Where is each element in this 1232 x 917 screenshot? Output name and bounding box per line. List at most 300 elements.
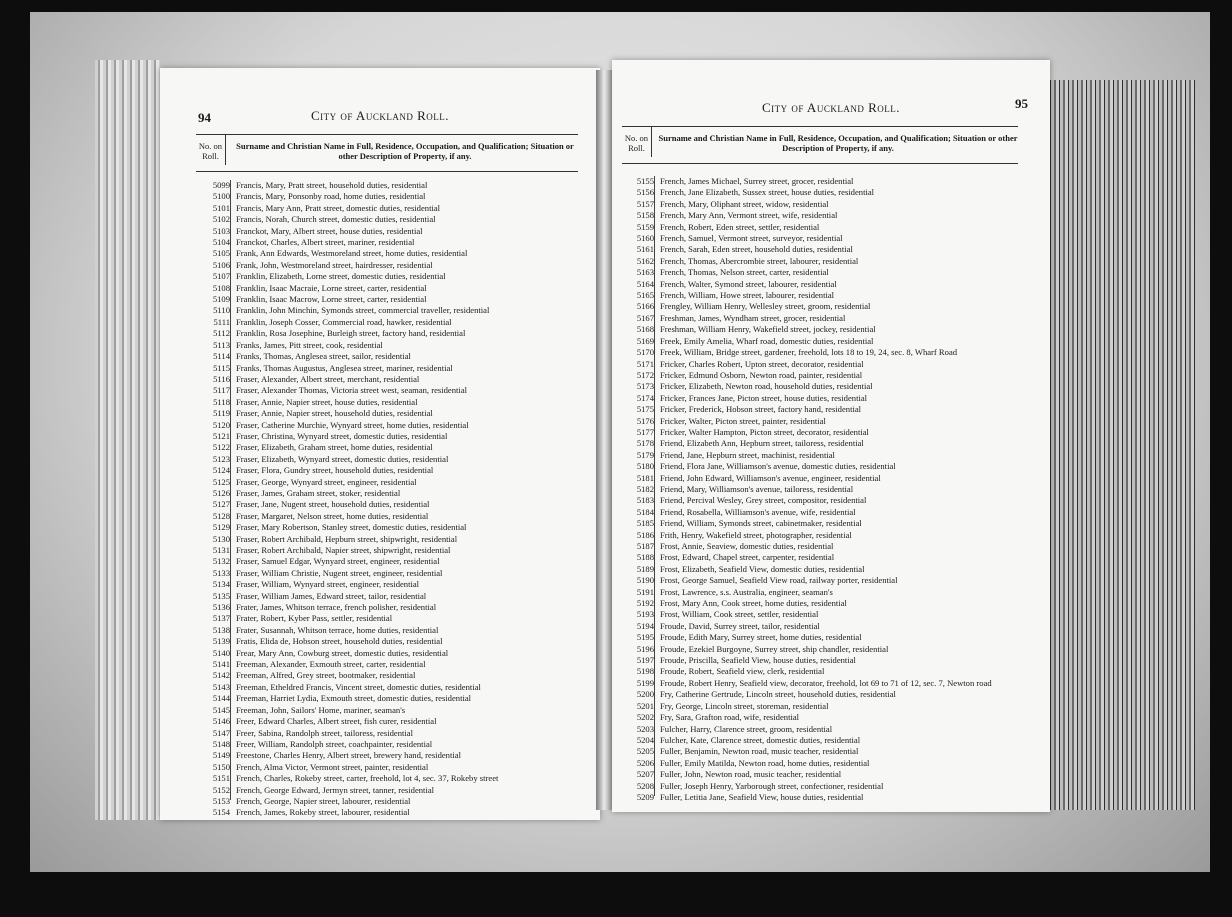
- roll-entry-number: 5201: [636, 700, 654, 711]
- roll-entry: [622, 507, 1036, 518]
- roll-entry-number: 5104: [212, 237, 230, 248]
- roll-entry-text: Fraser, Annie, Napier street, household duties, residential: [236, 408, 433, 419]
- roll-entry: [198, 705, 588, 716]
- roll-entry: [198, 670, 588, 681]
- roll-entry-text: Friend, William, Symonds street, cabinetmaker, residential: [660, 518, 862, 529]
- roll-entry-text: French, James Michael, Surrey street, grocer, residential: [660, 176, 854, 186]
- roll-entry-text: Friend, Mary, Williamson's avenue, tailoress, residential: [660, 483, 854, 494]
- roll-entry-number: 5136: [212, 602, 230, 613]
- roll-entry-number: 5155: [636, 176, 654, 186]
- roll-entry-text: Fricker, Frances Jane, Picton street, house duties, residential: [660, 392, 868, 403]
- roll-entry-text: Fraser, Margaret, Nelson street, home duties, residential: [236, 510, 429, 521]
- right-page-edges: [1045, 80, 1195, 810]
- roll-entry-number: 5159: [636, 221, 654, 232]
- roll-entry-text: Fraser, Christina, Wynyard street, domestic duties, residential: [236, 430, 448, 441]
- roll-entry-text: Friend, Percival Wesley, Grey street, compositor, residential: [660, 495, 867, 506]
- roll-entry: [622, 621, 1036, 632]
- roll-entry-number: 5113: [213, 339, 230, 350]
- roll-entry-number: 5107: [212, 271, 230, 282]
- roll-entry-text: French, Walter, Symond street, labourer, residential: [660, 278, 837, 289]
- roll-entry-text: Frengley, William Henry, Wellesley street, groom, residential: [660, 301, 871, 312]
- roll-entry-text: Frith, Henry, Wakefield street, photographer, residential: [660, 529, 852, 540]
- roll-entry-text: Friend, Rosabella, Williamson's avenue, wife, residential: [660, 506, 856, 517]
- roll-entry-text: Freek, William, Bridge street, gardener, freehold, lots 18 to 19, 24, sec. 8, Wharf Road: [660, 347, 958, 358]
- roll-entry-number: 5131: [212, 545, 230, 555]
- roll-entry-number: 5129: [212, 522, 230, 533]
- roll-entry-text: Fraser, Samuel Edgar, Wynyard street, engineer, residential: [236, 556, 440, 567]
- roll-entry-text: French, William, Howe street, labourer, residential: [660, 290, 835, 301]
- roll-entry-number: 5184: [636, 506, 654, 517]
- roll-entry-text: Franklin, Elizabeth, Lorne street, domestic duties, residential: [236, 271, 446, 282]
- roll-entry-text: Froude, Robert, Seafield view, clerk, residential: [660, 666, 825, 677]
- roll-entry-text: Fricker, Edmund Osborn, Newton road, painter, residential: [660, 369, 863, 380]
- roll-entry: [622, 644, 1036, 655]
- roll-entry-number: 5203: [636, 723, 654, 734]
- roll-entry-number: 5134: [212, 579, 230, 590]
- roll-entry-text: Franklin, Isaac Macrow, Lorne street, carter, residential: [236, 294, 427, 305]
- roll-entry: [622, 587, 1036, 598]
- roll-entry: [198, 796, 588, 807]
- roll-entry: [622, 370, 1036, 381]
- roll-entry: [198, 305, 588, 316]
- roll-entry-text: Fricker, Walter Hampton, Picton street, decorator, residential: [660, 426, 869, 437]
- roll-entry-text: Fry, George, Lincoln street, storeman, residential: [660, 700, 829, 711]
- roll-entry-text: French, Jane Elizabeth, Sussex street, house duties, residential: [660, 187, 875, 198]
- roll-entry-text: Francis, Mary Ann, Pratt street, domestic duties, residential: [236, 202, 441, 213]
- roll-entry-number: 5106: [212, 259, 230, 270]
- roll-entry-text: Frater, James, Whitson terrace, french polisher, residential: [236, 602, 437, 613]
- roll-entry: [622, 450, 1036, 461]
- roll-entry-text: Fraser, Flora, Gundry street, household duties, residential: [236, 465, 434, 476]
- roll-entry-text: Franklin, John Minchin, Symonds street, commercial traveller, residential: [236, 305, 490, 316]
- roll-entry-number: 5135: [212, 590, 230, 601]
- right-entries-list: [622, 176, 1036, 803]
- roll-entry: [198, 693, 588, 704]
- roll-entry: [622, 495, 1036, 506]
- roll-entry-text: Fraser, Elizabeth, Graham street, home duties, residential: [236, 442, 433, 453]
- roll-entry: [198, 739, 588, 750]
- roll-entry-number: 5144: [212, 693, 230, 704]
- roll-entry-number: 5187: [636, 541, 654, 551]
- roll-entry-text: Freeman, Etheldred Francis, Vincent street, domestic duties, residential: [236, 681, 481, 692]
- roll-entry: [622, 381, 1036, 392]
- right-page-header: [612, 96, 1050, 122]
- roll-entry-text: Froude, Priscilla, Seafield View, house duties, residential: [660, 655, 856, 666]
- roll-entry: [198, 271, 588, 282]
- roll-entry: [622, 290, 1036, 301]
- roll-entry-text: Frost, Mary Ann, Cook street, home duties, residential: [660, 598, 847, 609]
- roll-entry: [198, 397, 588, 408]
- roll-entry: [198, 203, 588, 214]
- roll-entry-number: 5152: [212, 784, 230, 795]
- left-page-title: City of Auckland Roll.: [310, 108, 449, 123]
- roll-entry-text: Frost, Elizabeth, Seafield View, domestic duties, residential: [660, 563, 865, 574]
- roll-entry-number: 5147: [212, 727, 230, 738]
- roll-entry: [198, 191, 588, 202]
- roll-entry-text: Franks, Thomas Augustus, Anglesea street, mariner, residential: [236, 362, 453, 373]
- roll-entry-text: Fraser, Alexander Thomas, Victoria street west, seaman, residential: [236, 385, 468, 396]
- roll-entry: [198, 613, 588, 624]
- roll-entry-number: 5108: [212, 282, 230, 293]
- roll-entry: [622, 552, 1036, 563]
- roll-entry-number: 5130: [212, 533, 230, 544]
- roll-entry-number: 5196: [636, 643, 654, 654]
- roll-entry-text: Francis, Norah, Church street, domestic duties, residential: [236, 214, 436, 225]
- roll-entry-number: 5189: [636, 563, 654, 574]
- left-col-number-label: No. on Roll.: [196, 135, 226, 165]
- roll-entry: [622, 347, 1036, 358]
- roll-entry: [198, 465, 588, 476]
- left-page-header: [160, 108, 600, 130]
- roll-entry-text: French, Mary, Oliphant street, widow, residential: [660, 198, 829, 209]
- roll-entry: [622, 473, 1036, 484]
- roll-entry: [622, 792, 1036, 803]
- roll-entry-text: Freer, William, Randolph street, coachpainter, residential: [236, 738, 433, 749]
- roll-entry: [198, 568, 588, 579]
- roll-entry-text: Fricker, Charles Robert, Upton street, decorator, residential: [660, 358, 864, 369]
- roll-entry-number: 5124: [212, 465, 230, 476]
- roll-entry: [622, 461, 1036, 472]
- roll-entry: [198, 442, 588, 453]
- roll-entry-text: French, Thomas, Nelson street, carter, residential: [660, 267, 829, 278]
- roll-entry: [622, 746, 1036, 757]
- roll-entry-number: 5099: [212, 180, 230, 190]
- roll-entry-number: 5169: [636, 335, 654, 346]
- right-page: [612, 60, 1050, 812]
- roll-entry-number: 5156: [636, 187, 654, 198]
- roll-entry-number: 5176: [636, 415, 654, 426]
- roll-entry: [622, 632, 1036, 643]
- roll-entry-number: 5150: [212, 761, 230, 772]
- roll-entry: [622, 724, 1036, 735]
- roll-entry: [622, 267, 1036, 278]
- roll-entry-text: French, George, Napier street, labourer, residential: [236, 795, 411, 806]
- roll-entry-text: Frear, Mary Ann, Cowburg street, domestic duties, residential: [236, 647, 449, 658]
- roll-entry-number: 5120: [212, 419, 230, 430]
- roll-entry-number: 5143: [212, 681, 230, 692]
- roll-entry: [622, 678, 1036, 689]
- roll-entry: [622, 313, 1036, 324]
- roll-entry-number: 5158: [636, 210, 654, 221]
- roll-entry-number: 5181: [636, 472, 654, 483]
- roll-entry: [622, 655, 1036, 666]
- roll-entry: [622, 575, 1036, 586]
- roll-entry-text: Fuller, Benjamin, Newton road, music teacher, residential: [660, 746, 859, 757]
- roll-entry-number: 5207: [636, 769, 654, 780]
- roll-entry-text: French, Mary Ann, Vermont street, wife, residential: [660, 210, 838, 221]
- roll-entry: [198, 374, 588, 385]
- roll-entry: [198, 283, 588, 294]
- roll-entry-number: 5170: [636, 347, 654, 358]
- roll-entry: [198, 294, 588, 305]
- left-col-description-label: Surname and Christian Name in Full, Residence, Occupation, and Qualification; Situation or other Description of Property, if any.: [236, 141, 574, 161]
- roll-entry: [198, 408, 588, 419]
- roll-entry-text: Franklin, Rosa Josephine, Burleigh street, factory hand, residential: [236, 328, 466, 339]
- roll-entry-text: Fry, Sara, Grafton road, wife, residential: [660, 712, 800, 723]
- roll-entry: [198, 214, 588, 225]
- roll-entry: [198, 363, 588, 374]
- roll-entry-text: Freeman, Harriet Lydia, Exmouth street, domestic duties, residential: [236, 693, 472, 704]
- roll-entry-text: Fraser, Mary Robertson, Stanley street, domestic duties, residential: [236, 522, 467, 533]
- roll-entry: [622, 427, 1036, 438]
- roll-entry-number: 5110: [213, 305, 230, 316]
- roll-entry: [198, 499, 588, 510]
- roll-entry: [198, 351, 588, 362]
- roll-entry: [198, 260, 588, 271]
- roll-entry-number: 5140: [212, 647, 230, 658]
- roll-entry-number: 5200: [636, 689, 654, 700]
- roll-entry-number: 5157: [636, 198, 654, 209]
- roll-entry-number: 5127: [212, 499, 230, 510]
- roll-entry-number: 5164: [636, 278, 654, 289]
- roll-entry-number: 5133: [212, 567, 230, 578]
- roll-entry-number: 5177: [636, 426, 654, 437]
- roll-entry: [198, 431, 588, 442]
- roll-entry-text: Fraser, Robert Archibald, Napier street, shipwright, residential: [236, 545, 451, 555]
- roll-entry: [622, 256, 1036, 267]
- roll-entry-text: Franckot, Mary, Albert street, house duties, residential: [236, 225, 423, 236]
- roll-entry-number: 5121: [212, 430, 230, 441]
- roll-entry-number: 5174: [636, 392, 654, 403]
- roll-entry-text: French, George Edward, Jermyn street, tanner, residential: [236, 784, 435, 795]
- right-col-description-label: Surname and Christian Name in Full, Residence, Occupation, and Qualification; Situation or other Description of Property, if any.: [658, 133, 1018, 153]
- roll-entry-number: 5123: [212, 453, 230, 464]
- roll-entry-text: Fraser, Robert Archibald, Hepburn street, shipwright, residential: [236, 533, 458, 544]
- roll-entry-number: 5179: [636, 449, 654, 460]
- roll-entry-number: 5167: [636, 312, 654, 323]
- roll-entry-text: Freer, Sabina, Randolph street, tailoress, residential: [236, 727, 413, 738]
- roll-entry: [198, 728, 588, 739]
- roll-entry-number: 5160: [636, 233, 654, 244]
- roll-entry-text: Fraser, Catherine Murchie, Wynyard street, home duties, residential: [236, 419, 469, 430]
- roll-entry: [622, 187, 1036, 198]
- roll-entry-number: 5154: [212, 807, 230, 818]
- roll-entry: [622, 279, 1036, 290]
- roll-entry-text: Fulcher, Kate, Clarence street, domestic duties, residential: [660, 734, 861, 745]
- roll-entry: [622, 781, 1036, 792]
- roll-entry-text: Frank, Ann Edwards, Westmoreland street, home duties, residential: [236, 248, 468, 259]
- roll-entry: [622, 541, 1036, 552]
- roll-entry: [622, 769, 1036, 780]
- roll-entry-text: Froude, Robert Henry, Seafield view, decorator, freehold, lot 69 to 71 of 12, sec. 7, Newton road: [660, 677, 992, 688]
- roll-entry-text: Frater, Robert, Kyber Pass, settler, residential: [236, 613, 393, 624]
- roll-entry-number: 5194: [636, 620, 654, 631]
- roll-entry-text: Fuller, John, Newton road, music teacher, residential: [660, 769, 842, 780]
- roll-entry-text: Frost, Edward, Chapel street, carpenter, residential: [660, 552, 835, 563]
- roll-entry-text: Froude, David, Surrey street, tailor, residential: [660, 620, 820, 631]
- roll-entry-number: 5102: [212, 214, 230, 225]
- roll-entry-text: Fratis, Elida de, Hobson street, household duties, residential: [236, 636, 443, 647]
- roll-entry: [198, 625, 588, 636]
- roll-entry-text: Franks, James, Pitt street, cook, residential: [236, 339, 383, 350]
- roll-entry-text: Fraser, William James, Edward street, tailor, residential: [236, 590, 427, 601]
- roll-entry: [622, 324, 1036, 335]
- roll-entry-text: Frost, George Samuel, Seafield View road, railway porter, residential: [660, 575, 898, 586]
- roll-entry-number: 5109: [212, 294, 230, 305]
- roll-entry: [198, 488, 588, 499]
- roll-entry-number: 5197: [636, 655, 654, 666]
- roll-entry-number: 5188: [636, 552, 654, 563]
- roll-entry-text: Freestone, Charles Henry, Albert street, brewery hand, residential: [236, 750, 461, 761]
- roll-entry-number: 5182: [636, 483, 654, 494]
- roll-entry-number: 5132: [212, 556, 230, 567]
- left-entries-list: [198, 180, 588, 819]
- roll-entry: [622, 393, 1036, 404]
- roll-entry-text: Fraser, Elizabeth, Wynyard street, domestic duties, residential: [236, 453, 449, 464]
- roll-entry-number: 5126: [212, 487, 230, 498]
- roll-entry-text: Froude, Ezekiel Burgoyne, Surrey street, ship chandler, residential: [660, 643, 889, 654]
- roll-entry-number: 5161: [636, 244, 654, 255]
- roll-entry-number: 5148: [212, 738, 230, 749]
- roll-entry-text: Fricker, Elizabeth, Newton road, household duties, residential: [660, 381, 873, 392]
- roll-entry: [622, 244, 1036, 255]
- roll-entry-text: Friend, John Edward, Williamson's avenue, engineer, residential: [660, 472, 881, 483]
- roll-entry-number: 5162: [636, 255, 654, 266]
- roll-entry-number: 5193: [636, 609, 654, 620]
- roll-entry-number: 5103: [212, 225, 230, 236]
- roll-entry-number: 5138: [212, 624, 230, 635]
- left-column-header: [196, 134, 578, 172]
- roll-entry: [622, 336, 1036, 347]
- roll-entry-text: Frater, Susannah, Whitson terrace, home duties, residential: [236, 624, 439, 635]
- roll-entry: [198, 522, 588, 533]
- right-page-title: City of Auckland Roll.: [761, 100, 900, 115]
- roll-entry-number: 5163: [636, 267, 654, 278]
- roll-entry: [198, 420, 588, 431]
- roll-entry-text: Francis, Mary, Ponsonby road, home duties, residential: [236, 191, 426, 202]
- roll-entry-number: 5190: [636, 575, 654, 586]
- roll-entry-number: 5171: [636, 358, 654, 369]
- roll-entry-number: 5165: [636, 290, 654, 301]
- roll-entry-number: 5180: [636, 461, 654, 472]
- roll-entry: [198, 534, 588, 545]
- roll-entry: [198, 511, 588, 522]
- roll-entry-number: 5114: [213, 351, 230, 362]
- roll-entry-number: 5208: [636, 780, 654, 791]
- roll-entry-number: 5185: [636, 518, 654, 529]
- roll-entry: [198, 716, 588, 727]
- roll-entry-text: French, Alma Victor, Vermont street, painter, residential: [236, 761, 429, 772]
- roll-entry-text: Froude, Edith Mary, Surrey street, home duties, residential: [660, 632, 862, 643]
- roll-entry: [622, 176, 1036, 187]
- roll-entry-number: 5186: [636, 529, 654, 540]
- right-page-number: 95: [1015, 96, 1028, 111]
- roll-entry: [198, 659, 588, 670]
- roll-entry-text: French, Thomas, Abercrombie street, labourer, residential: [660, 255, 859, 266]
- roll-entry-text: Fry, Catherine Gertrude, Lincoln street, household duties, residential: [660, 689, 896, 700]
- roll-entry: [622, 735, 1036, 746]
- roll-entry: [198, 591, 588, 602]
- roll-entry-number: 5128: [212, 510, 230, 521]
- roll-entry: [198, 636, 588, 647]
- roll-entry-text: Freshman, James, Wyndham street, grocer, residential: [660, 312, 846, 323]
- roll-entry-text: Freeman, Alexander, Exmouth street, carter, residential: [236, 659, 426, 670]
- roll-entry: [198, 648, 588, 659]
- roll-entry-text: Fraser, George, Wynyard street, engineer, residential: [236, 476, 417, 487]
- roll-entry-text: Freeman, John, Sailors' Home, mariner, seaman's: [236, 704, 406, 715]
- roll-entry-number: 5149: [212, 750, 230, 761]
- roll-entry-text: French, Samuel, Vermont street, surveyor, residential: [660, 233, 843, 244]
- roll-entry: [622, 530, 1036, 541]
- roll-entry: [622, 518, 1036, 529]
- roll-entry-number: 5117: [213, 385, 230, 396]
- roll-entry: [198, 682, 588, 693]
- roll-entry: [198, 762, 588, 773]
- roll-entry-text: French, James, Rokeby street, labourer, residential: [236, 807, 410, 818]
- roll-entry-text: Fraser, Jane, Nugent street, household duties, residential: [236, 499, 430, 510]
- roll-entry: [622, 233, 1036, 244]
- roll-entry-number: 5204: [636, 734, 654, 745]
- roll-entry: [198, 579, 588, 590]
- roll-entry-number: 5199: [636, 677, 654, 688]
- roll-entry-text: Freer, Edward Charles, Albert street, fish curer, residential: [236, 716, 437, 727]
- roll-entry-number: 5100: [212, 191, 230, 202]
- roll-entry-text: Fraser, Annie, Napier street, house duties, residential: [236, 396, 418, 407]
- roll-entry-number: 5151: [212, 773, 230, 784]
- roll-entry-number: 5112: [213, 328, 230, 339]
- roll-entry-number: 5141: [212, 659, 230, 670]
- roll-entry: [198, 454, 588, 465]
- roll-entry: [622, 222, 1036, 233]
- roll-entry-text: Franks, Thomas, Anglesea street, sailor, residential: [236, 351, 411, 362]
- roll-entry-text: Fraser, William, Wynyard street, engineer, residential: [236, 579, 420, 590]
- roll-entry-number: 5153: [212, 795, 230, 806]
- roll-entry-number: 5166: [636, 301, 654, 312]
- roll-entry: [198, 237, 588, 248]
- roll-entry-number: 5101: [212, 202, 230, 213]
- roll-entry: [622, 609, 1036, 620]
- roll-entry: [622, 199, 1036, 210]
- roll-entry-number: 5145: [212, 704, 230, 715]
- right-col-number-label: No. on Roll.: [622, 127, 652, 157]
- roll-entry-text: Franklin, Isaac Macraie, Lorne street, carter, residential: [236, 282, 427, 293]
- roll-entry: [622, 666, 1036, 677]
- roll-entry-text: French, Sarah, Eden street, household duties, residential: [660, 244, 853, 255]
- roll-entry-text: French, Charles, Rokeby street, carter, freehold, lot 4, sec. 37, Rokeby street: [236, 773, 499, 784]
- roll-entry: [622, 598, 1036, 609]
- roll-entry-number: 5125: [212, 476, 230, 487]
- roll-entry: [198, 785, 588, 796]
- roll-entry-text: Franklin, Joseph Cosser, Commercial road, hawker, residential: [236, 316, 452, 327]
- right-column-header: [622, 126, 1018, 164]
- roll-entry-number: 5183: [636, 495, 654, 506]
- roll-entry: [622, 701, 1036, 712]
- roll-entry-text: Frank, John, Westmoreland street, hairdresser, residential: [236, 259, 433, 270]
- roll-entry: [622, 758, 1036, 769]
- roll-entry-text: Freshman, William Henry, Wakefield street, jockey, residential: [660, 324, 876, 335]
- roll-entry: [198, 317, 588, 328]
- roll-entry: [198, 545, 588, 556]
- roll-entry-number: 5105: [212, 248, 230, 259]
- roll-entry: [198, 385, 588, 396]
- roll-entry-text: Francis, Mary, Pratt street, household duties, residential: [236, 180, 428, 190]
- roll-entry: [622, 416, 1036, 427]
- roll-entry: [622, 359, 1036, 370]
- left-page-edges: [95, 60, 160, 820]
- roll-entry-text: Frost, William, Cook street, settler, residential: [660, 609, 819, 620]
- roll-entry: [622, 712, 1036, 723]
- roll-entry-number: 5192: [636, 598, 654, 609]
- roll-entry: [198, 328, 588, 339]
- roll-entry-number: 5191: [636, 586, 654, 597]
- roll-entry-text: Friend, Elizabeth Ann, Hepburn street, tailoress, residential: [660, 438, 864, 449]
- roll-entry: [198, 750, 588, 761]
- roll-entry-text: Friend, Flora Jane, Williamson's avenue, domestic duties, residential: [660, 461, 896, 472]
- roll-entry-text: Fricker, Frederick, Hobson street, factory hand, residential: [660, 404, 862, 415]
- roll-entry-number: 5119: [213, 408, 230, 419]
- roll-entry: [198, 477, 588, 488]
- roll-entry-text: Fuller, Letitia Jane, Seafield View, house duties, residential: [660, 791, 864, 802]
